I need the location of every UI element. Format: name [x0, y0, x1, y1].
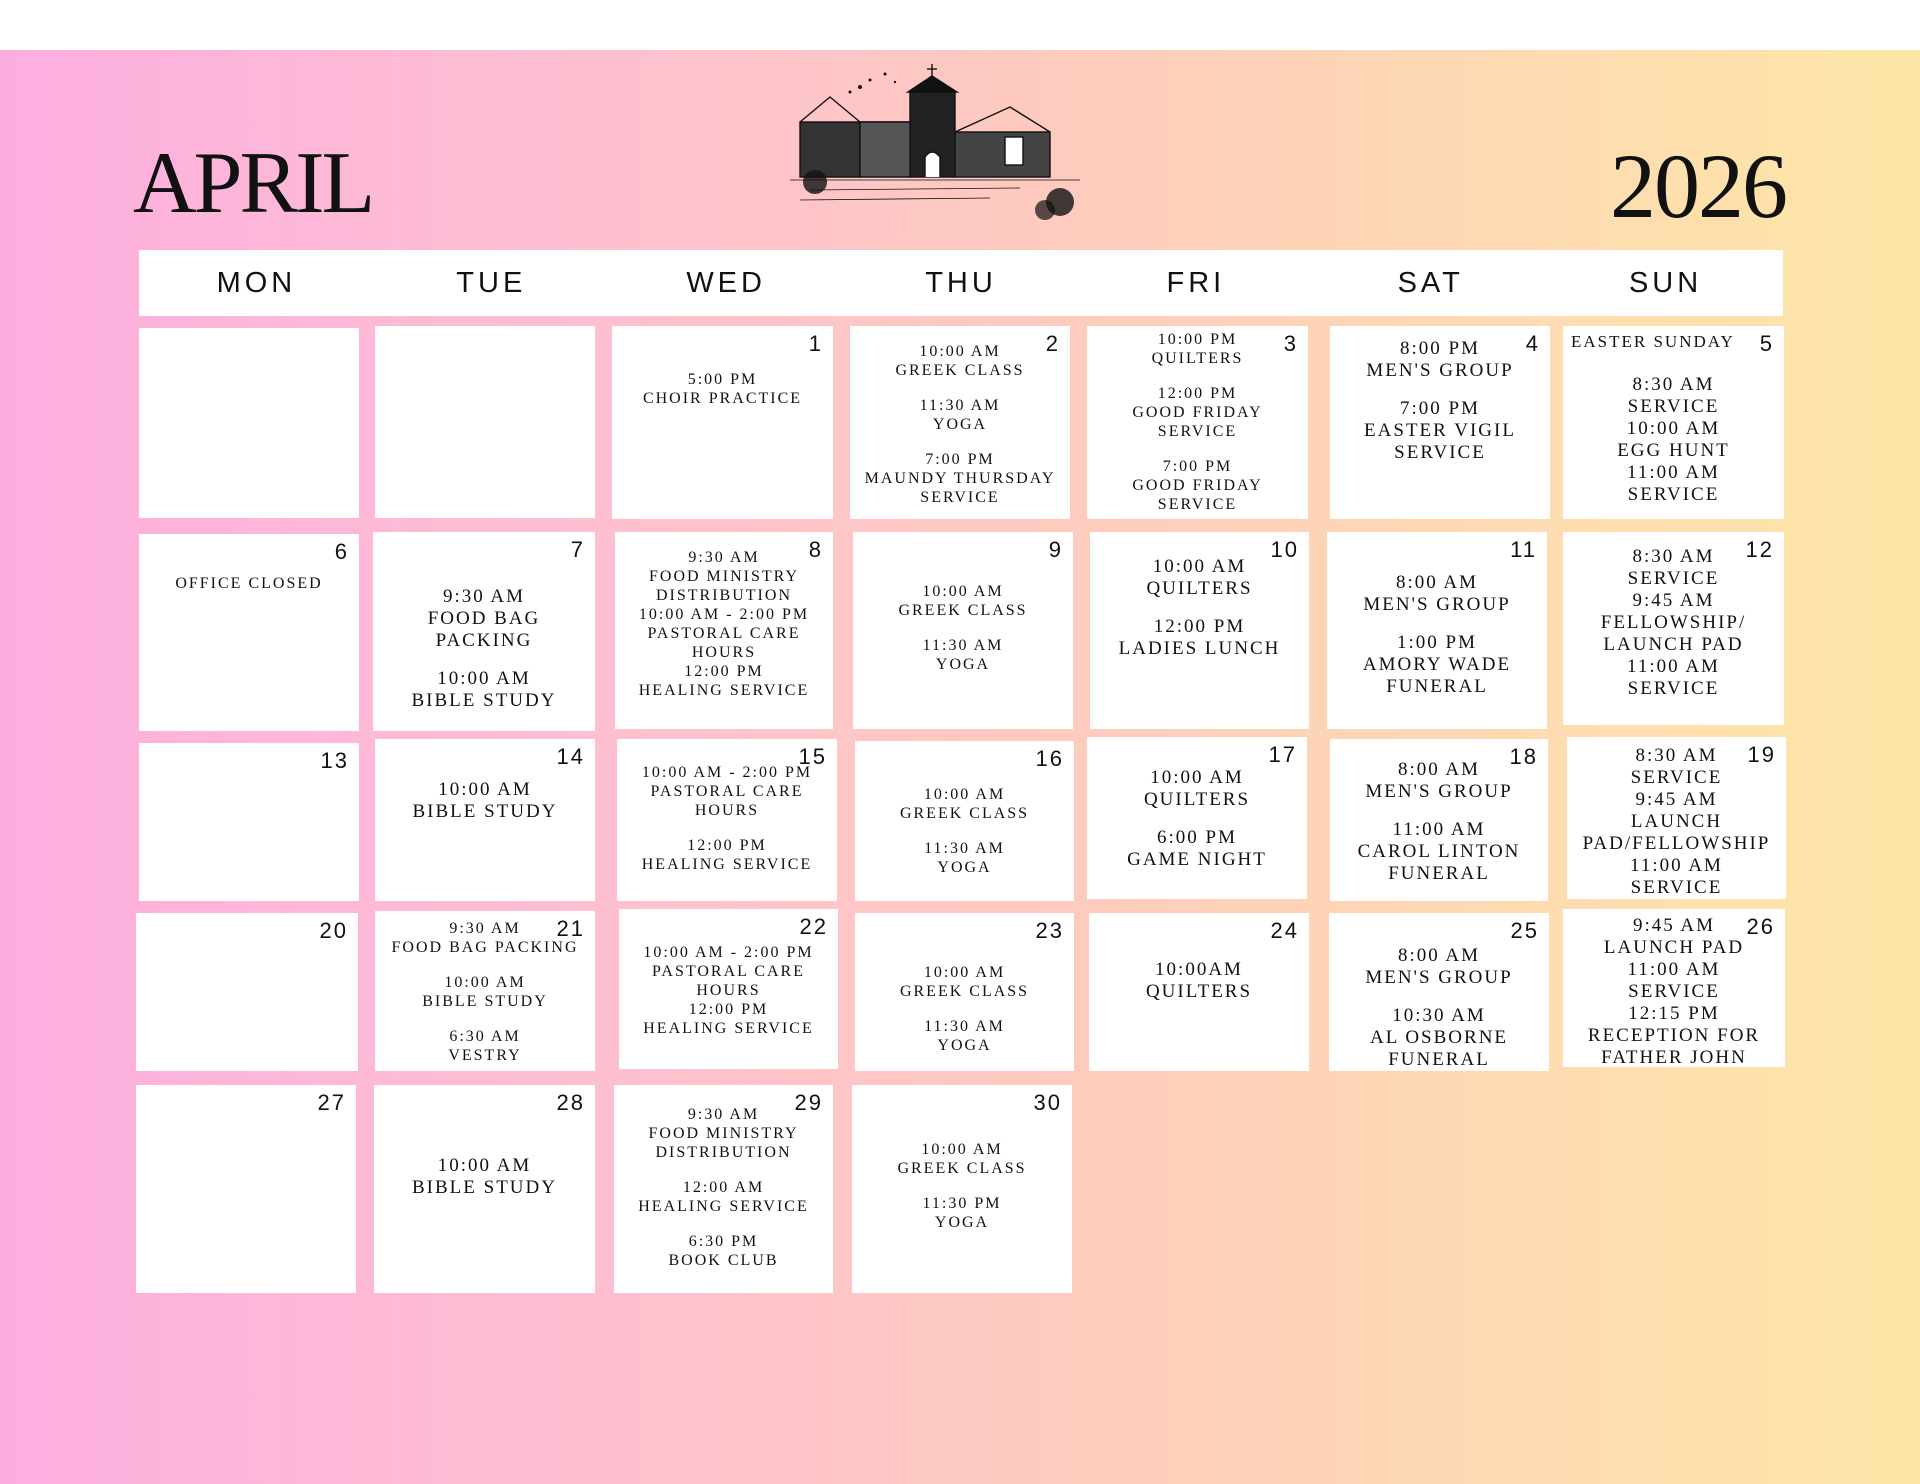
event-line: SERVICE	[1627, 568, 1720, 589]
day-cell-20[interactable]	[136, 913, 358, 1071]
day-cell-15[interactable]	[617, 739, 837, 901]
day-cell-1[interactable]	[612, 326, 833, 519]
event-line: 9:45 AM	[1632, 915, 1716, 936]
event-line: HOURS	[694, 802, 760, 819]
event-line: QUILTERS	[1151, 350, 1244, 367]
event-line: 10:30 AM	[1392, 1005, 1486, 1026]
event-line: MEN'S GROUP	[1365, 781, 1513, 802]
day-number: 8	[808, 537, 823, 562]
event-line: 10:00 AM - 2:00 PM	[641, 764, 813, 781]
day-number: 11	[1510, 537, 1537, 562]
event-line: LAUNCH	[1630, 811, 1723, 832]
event-spacer	[1336, 382, 1544, 398]
event-list	[1330, 326, 1550, 519]
event-line: MAUNDY THURSDAY	[864, 470, 1056, 487]
event-list	[139, 534, 359, 731]
event-line: SERVICE	[1394, 442, 1486, 463]
event-list	[855, 913, 1074, 1071]
event-line: 8:30 AM	[1632, 546, 1715, 567]
day-cell-27[interactable]	[136, 1085, 356, 1293]
event-line: 9:30 AM	[688, 549, 760, 566]
event-line: FOOD MINISTRY	[648, 1125, 799, 1142]
weekday-sat: SAT	[1397, 267, 1464, 299]
day-cell-14[interactable]	[375, 739, 595, 901]
empty-cell-mon	[139, 328, 359, 518]
event-list	[853, 532, 1073, 729]
day-cell-4[interactable]	[1330, 326, 1550, 519]
event-line: 11:00 AM	[1627, 462, 1720, 483]
event-spacer	[1336, 803, 1542, 819]
event-spacer	[1093, 441, 1302, 457]
event-line: VESTRY	[448, 1047, 522, 1064]
event-list	[619, 909, 838, 1069]
weekday-header	[139, 250, 1783, 316]
event-spacer	[856, 380, 1064, 396]
event-line: 9:45 AM	[1632, 590, 1715, 611]
day-cell-7[interactable]	[373, 532, 595, 731]
event-line: BIBLE STUDY	[412, 1177, 557, 1198]
event-spacer	[623, 820, 831, 836]
event-line: GREEK CLASS	[899, 805, 1030, 822]
event-line: PAD/FELLOWSHIP	[1582, 833, 1771, 854]
event-line: SERVICE	[920, 489, 1000, 506]
event-list	[139, 743, 359, 901]
event-line: GREEK CLASS	[897, 1160, 1027, 1177]
event-line: 11:00 AM	[1392, 819, 1486, 840]
day-cell-24[interactable]	[1089, 913, 1309, 1071]
day-cell-10[interactable]	[1090, 532, 1309, 729]
event-line: PASTORAL CARE	[652, 963, 805, 980]
event-line: DISTRIBUTION	[655, 1144, 792, 1161]
event-line: DISTRIBUTION	[656, 587, 792, 604]
event-line: BIBLE STUDY	[422, 993, 548, 1010]
event-spacer	[381, 957, 589, 973]
event-list	[1087, 737, 1307, 899]
day-number: 3	[1283, 331, 1298, 356]
event-list	[375, 739, 595, 901]
event-list	[855, 741, 1074, 901]
day-number: 6	[334, 539, 349, 564]
event-line: 10:00 AM	[437, 1155, 532, 1176]
event-list	[852, 1085, 1072, 1293]
event-line: FOOD MINISTRY	[648, 568, 799, 585]
event-line: GOOD FRIDAY	[1132, 404, 1263, 421]
event-line: LAUNCH PAD	[1603, 937, 1745, 958]
day-cell-11[interactable]	[1327, 532, 1547, 729]
event-line: PASTORAL CARE	[650, 783, 804, 800]
month-title: APRIL	[133, 135, 373, 232]
event-line: BIBLE STUDY	[412, 801, 558, 822]
event-line: YOGA	[932, 416, 988, 433]
day-number: 16	[1035, 746, 1064, 771]
event-list	[1567, 737, 1786, 899]
event-line: 7:00 PM	[1400, 398, 1480, 419]
event-line: SERVICE	[1627, 484, 1720, 505]
day-number: 18	[1509, 744, 1538, 769]
event-line: CHOIR PRACTICE	[642, 390, 803, 407]
event-line: GOOD FRIDAY	[1132, 477, 1263, 494]
event-spacer	[861, 823, 1068, 839]
event-spacer	[620, 1216, 827, 1232]
event-line: GREEK CLASS	[898, 602, 1028, 619]
event-list	[136, 913, 358, 1071]
day-number: 4	[1525, 331, 1540, 356]
day-cell-17[interactable]	[1087, 737, 1307, 899]
event-line: FOOD BAG PACKING	[391, 939, 579, 956]
event-line: 11:30 AM	[919, 397, 1001, 414]
event-spacer	[381, 1011, 589, 1027]
event-line: 1:00 PM	[1397, 632, 1477, 653]
event-line: FUNERAL	[1386, 676, 1488, 697]
event-line: EASTER VIGIL	[1364, 420, 1516, 441]
day-number: 26	[1746, 914, 1775, 939]
event-list	[136, 1085, 356, 1293]
day-cell-9[interactable]	[853, 532, 1073, 729]
day-cell-21[interactable]	[375, 911, 595, 1071]
event-line: 12:00 PM	[684, 663, 764, 680]
event-line: LAUNCH PAD	[1603, 634, 1744, 655]
day-number: 30	[1033, 1090, 1062, 1115]
event-spacer	[861, 1001, 1068, 1017]
day-number: 15	[798, 744, 827, 769]
event-line: BIBLE STUDY	[411, 690, 557, 711]
event-line: SERVICE	[1157, 496, 1238, 513]
event-line: HEALING SERVICE	[638, 1198, 809, 1215]
weekday-fri: FRI	[1166, 267, 1226, 299]
event-line: SERVICE	[1630, 877, 1723, 898]
day-cell-23[interactable]	[855, 913, 1074, 1071]
event-list	[850, 326, 1070, 519]
event-line: 10:00 AM	[1152, 556, 1247, 577]
event-line: 8:00 AM	[1397, 945, 1481, 966]
event-list	[374, 1085, 595, 1293]
event-line: 11:00 AM	[1630, 855, 1723, 876]
event-line: 9:45 AM	[1635, 789, 1718, 810]
event-line: 11:00 AM	[1627, 959, 1721, 980]
day-number: 12	[1745, 537, 1774, 562]
day-cell-12[interactable]	[1563, 532, 1784, 725]
day-cell-25[interactable]	[1329, 913, 1549, 1071]
event-line: 7:00 PM	[1162, 458, 1233, 475]
day-number: 29	[794, 1090, 823, 1115]
event-spacer	[1093, 811, 1301, 827]
event-spacer	[1335, 989, 1543, 1005]
day-number: 24	[1270, 918, 1299, 943]
day-number: 9	[1048, 537, 1063, 562]
event-line: 10:00 AM - 2:00 PM	[638, 606, 810, 623]
event-list	[373, 532, 595, 731]
weekday-mon: MON	[216, 267, 297, 299]
event-line: YOGA	[937, 1037, 992, 1054]
event-line: YOGA	[937, 859, 992, 876]
day-number: 1	[808, 331, 823, 356]
event-line: 11:30 PM	[922, 1195, 1002, 1212]
empty-cell-tue	[375, 326, 595, 518]
event-line: 6:30 PM	[688, 1233, 759, 1250]
day-cell-3[interactable]	[1087, 326, 1308, 519]
event-line: FOOD BAG PACKING	[427, 608, 541, 651]
event-line: 11:30 AM	[924, 1018, 1005, 1035]
event-line: MEN'S GROUP	[1363, 594, 1511, 615]
day-number: 14	[556, 744, 585, 769]
event-line: MEN'S GROUP	[1366, 360, 1514, 381]
event-spacer	[858, 1178, 1066, 1194]
day-number: 25	[1510, 918, 1539, 943]
event-line: 12:00 PM	[1153, 616, 1246, 637]
day-number: 19	[1747, 742, 1776, 767]
event-list	[615, 532, 833, 729]
event-line: 10:00 AM	[921, 1141, 1003, 1158]
day-cell-30[interactable]	[852, 1085, 1072, 1293]
event-line: 10:00 PM	[1157, 331, 1238, 348]
event-line: 12:00 PM	[687, 837, 767, 854]
event-line: QUILTERS	[1143, 789, 1251, 810]
event-line: 12:00 AM	[682, 1179, 765, 1196]
day-number: 21	[556, 916, 585, 941]
event-line: HEALING SERVICE	[643, 1020, 814, 1037]
event-line: 6:30 AM	[449, 1028, 521, 1045]
event-line: 10:00 AM	[438, 779, 532, 800]
event-line: MEN'S GROUP	[1365, 967, 1513, 988]
event-spacer	[856, 434, 1064, 450]
event-line: GREEK CLASS	[895, 362, 1025, 379]
event-line: 8:30 AM	[1632, 374, 1715, 395]
day-title: EASTER SUNDAY	[1571, 332, 1735, 351]
event-line: SERVICE	[1628, 981, 1720, 1002]
event-list	[1330, 739, 1548, 901]
day-cell-13[interactable]	[139, 743, 359, 901]
event-line: GAME NIGHT	[1127, 849, 1267, 870]
event-line: BOOK CLUB	[668, 1252, 779, 1269]
event-line: 9:30 AM	[687, 1106, 760, 1123]
event-line: FUNERAL	[1388, 1049, 1490, 1070]
event-line: 10:00 AM	[1626, 418, 1721, 439]
day-cell-8[interactable]	[615, 532, 833, 729]
event-line: YOGA	[934, 1214, 990, 1231]
event-list	[1329, 913, 1549, 1071]
day-number: 13	[320, 748, 349, 773]
event-list	[612, 326, 833, 519]
event-line: HOURS	[696, 982, 761, 999]
event-spacer	[1093, 368, 1302, 384]
event-line: 9:30 AM	[449, 920, 521, 937]
event-line: 10:00 AM	[919, 343, 1001, 360]
event-list	[1087, 326, 1308, 519]
weekday-tue: TUE	[456, 267, 527, 299]
event-list	[1327, 532, 1547, 729]
event-line: RECEPTION FOR	[1587, 1025, 1761, 1046]
day-cell-16[interactable]	[855, 741, 1074, 901]
event-line: QUILTERS	[1145, 981, 1253, 1002]
event-line: 10:00 AM	[923, 786, 1006, 803]
event-line: AL OSBORNE	[1369, 1027, 1509, 1048]
event-line: CAROL LINTON	[1357, 841, 1521, 862]
event-spacer	[620, 1162, 827, 1178]
event-list	[1563, 326, 1784, 519]
day-cell-26[interactable]	[1563, 909, 1785, 1067]
event-line: SERVICE	[1630, 767, 1723, 788]
year-title: 2026	[1610, 135, 1786, 237]
event-line: 8:00 AM	[1397, 759, 1481, 780]
event-list	[1563, 909, 1785, 1067]
day-cell-19[interactable]	[1567, 737, 1786, 899]
event-line: 10:00 AM	[923, 964, 1006, 981]
event-line: YOGA	[935, 656, 991, 673]
event-line: SERVICE	[1627, 396, 1720, 417]
event-line: 12:15 PM	[1628, 1003, 1720, 1024]
event-line: FELLOWSHIP/	[1600, 612, 1747, 633]
event-line: 11:00 AM	[1627, 656, 1720, 677]
weekday-sun: SUN	[1628, 267, 1703, 299]
event-line: FUNERAL	[1388, 863, 1490, 884]
event-line: SERVICE	[1627, 678, 1720, 699]
day-number: 17	[1268, 742, 1297, 767]
event-line: GREEK CLASS	[899, 983, 1030, 1000]
event-line: FATHER JOHN	[1601, 1047, 1747, 1067]
event-line: 11:30 AM	[922, 637, 1004, 654]
day-cell-6[interactable]	[139, 534, 359, 731]
event-line: 10:00 AM - 2:00 PM	[643, 944, 814, 961]
event-line: PASTORAL CARE	[647, 625, 801, 642]
event-line: 10:00 AM	[1150, 767, 1244, 788]
event-line: EGG HUNT	[1617, 440, 1730, 461]
event-list	[614, 1085, 833, 1293]
day-number: 27	[317, 1090, 346, 1115]
day-number: 22	[799, 914, 828, 939]
event-line: HEALING SERVICE	[641, 856, 813, 873]
event-spacer	[379, 652, 589, 668]
event-spacer	[1333, 616, 1541, 632]
day-cell-18[interactable]	[1330, 739, 1548, 901]
event-list	[1089, 913, 1309, 1071]
day-number: 2	[1045, 331, 1060, 356]
day-cell-28[interactable]	[374, 1085, 595, 1293]
event-line: 11:30 AM	[924, 840, 1005, 857]
event-list	[1563, 532, 1784, 725]
event-line: 10:00 AM	[444, 974, 526, 991]
day-number: 28	[556, 1090, 585, 1115]
event-line: 5:00 PM	[687, 371, 758, 388]
event-line: 12:00 PM	[1157, 385, 1238, 402]
event-list	[617, 739, 837, 901]
event-line: 6:00 PM	[1157, 827, 1237, 848]
event-line: 7:00 PM	[925, 451, 995, 468]
event-line: HOURS	[691, 644, 757, 661]
event-list	[375, 911, 595, 1071]
day-number: 7	[570, 537, 585, 562]
event-line: 12:00 PM	[688, 1001, 769, 1018]
event-line: 9:30 AM	[442, 586, 526, 607]
event-line: 8:00 AM	[1395, 572, 1479, 593]
day-cell-22[interactable]	[619, 909, 838, 1069]
weekday-wed: WED	[686, 267, 766, 299]
weekday-thu: THU	[925, 267, 997, 299]
day-cell-29[interactable]	[614, 1085, 833, 1293]
event-spacer	[859, 620, 1067, 636]
day-number: 23	[1035, 918, 1064, 943]
event-line: SERVICE	[1157, 423, 1238, 440]
event-line: 8:30 AM	[1635, 745, 1718, 766]
day-number: 10	[1270, 537, 1299, 562]
event-line: 8:00 PM	[1400, 338, 1480, 359]
event-line: 10:00 AM	[437, 668, 531, 689]
event-line: LADIES LUNCH	[1118, 638, 1281, 659]
day-cell-5[interactable]	[1563, 326, 1784, 519]
event-line: HEALING SERVICE	[638, 682, 810, 699]
event-line: QUILTERS	[1146, 578, 1253, 599]
event-list	[1090, 532, 1309, 729]
event-spacer	[1096, 600, 1303, 616]
event-line: AMORY WADE	[1362, 654, 1512, 675]
event-line: 10:00 AM	[922, 583, 1004, 600]
day-cell-2[interactable]	[850, 326, 1070, 519]
church-illustration	[790, 62, 1090, 232]
day-number: 20	[319, 918, 348, 943]
day-number: 5	[1759, 331, 1774, 356]
event-line: OFFICE CLOSED	[175, 575, 323, 592]
event-line: 10:00AM	[1155, 959, 1243, 980]
